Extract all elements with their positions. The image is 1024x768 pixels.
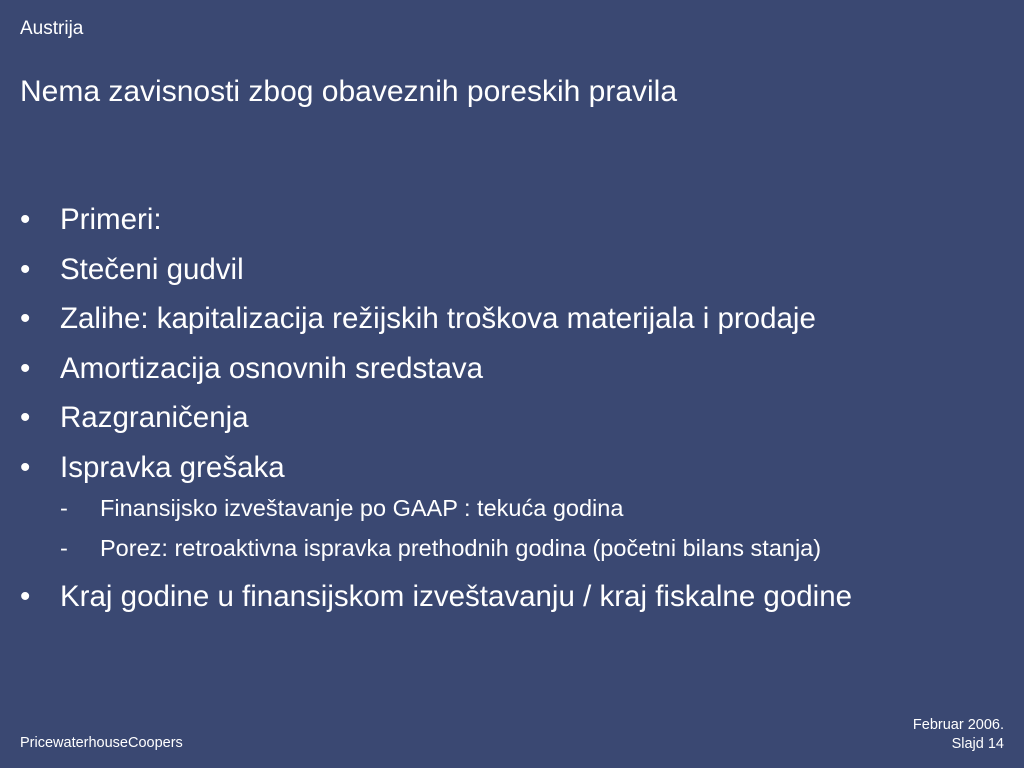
bullet-text: Razgraničenja — [60, 401, 249, 434]
footer-slide-number: Slajd 14 — [951, 736, 1004, 752]
bullet-text: Primeri: — [60, 203, 162, 236]
bullet-text: Zalihe: kapitalizacija režijskih troškova materijala i prodaje — [60, 302, 816, 335]
sub-bullet-text: Finansijsko izveštavanje po GAAP : tekuća godina — [100, 495, 624, 521]
dash-marker: - — [60, 495, 68, 521]
bullet-text: Kraj godine u finansijskom izveštavanju / kraj fiskalne godine — [60, 580, 853, 613]
footer-date: Februar 2006. — [912, 717, 1004, 733]
bullet-marker: • — [20, 302, 31, 335]
sub-bullet-item — [18, 488, 852, 528]
bullet-text: Stečeni gudvil — [60, 252, 244, 286]
bullet-marker: • — [20, 252, 31, 286]
footer-info — [913, 716, 1004, 754]
bullet-marker: • — [20, 580, 31, 613]
bullet-item — [18, 443, 852, 493]
bullet-item — [18, 294, 852, 344]
sub-bullet-item — [18, 528, 852, 568]
footer-company: PricewaterhouseCoopers — [20, 735, 183, 751]
bullet-text: Amortizacija osnovnih sredstava — [60, 351, 484, 385]
bullet-marker: • — [20, 351, 31, 385]
sub-bullet-list — [18, 488, 852, 568]
bullet-item — [18, 572, 852, 622]
bullet-marker: • — [20, 450, 31, 484]
bullet-marker: • — [20, 203, 31, 236]
bullet-marker: • — [20, 401, 31, 434]
dash-marker: - — [60, 535, 68, 561]
bullet-list — [18, 195, 852, 622]
bullet-item — [18, 195, 852, 245]
bullet-item — [18, 344, 852, 394]
sub-bullet-group — [18, 488, 852, 568]
bullet-item — [18, 393, 852, 443]
slide-title: Nema zavisnosti zbog obaveznih poreskih pravila — [20, 75, 678, 108]
section-label: Austrija — [20, 18, 84, 39]
bullet-text: Ispravka grešaka — [60, 450, 285, 484]
sub-bullet-text: Porez: retroaktivna ispravka prethodnih godina (početni bilans stanja) — [100, 535, 822, 561]
bullet-item — [18, 245, 852, 295]
